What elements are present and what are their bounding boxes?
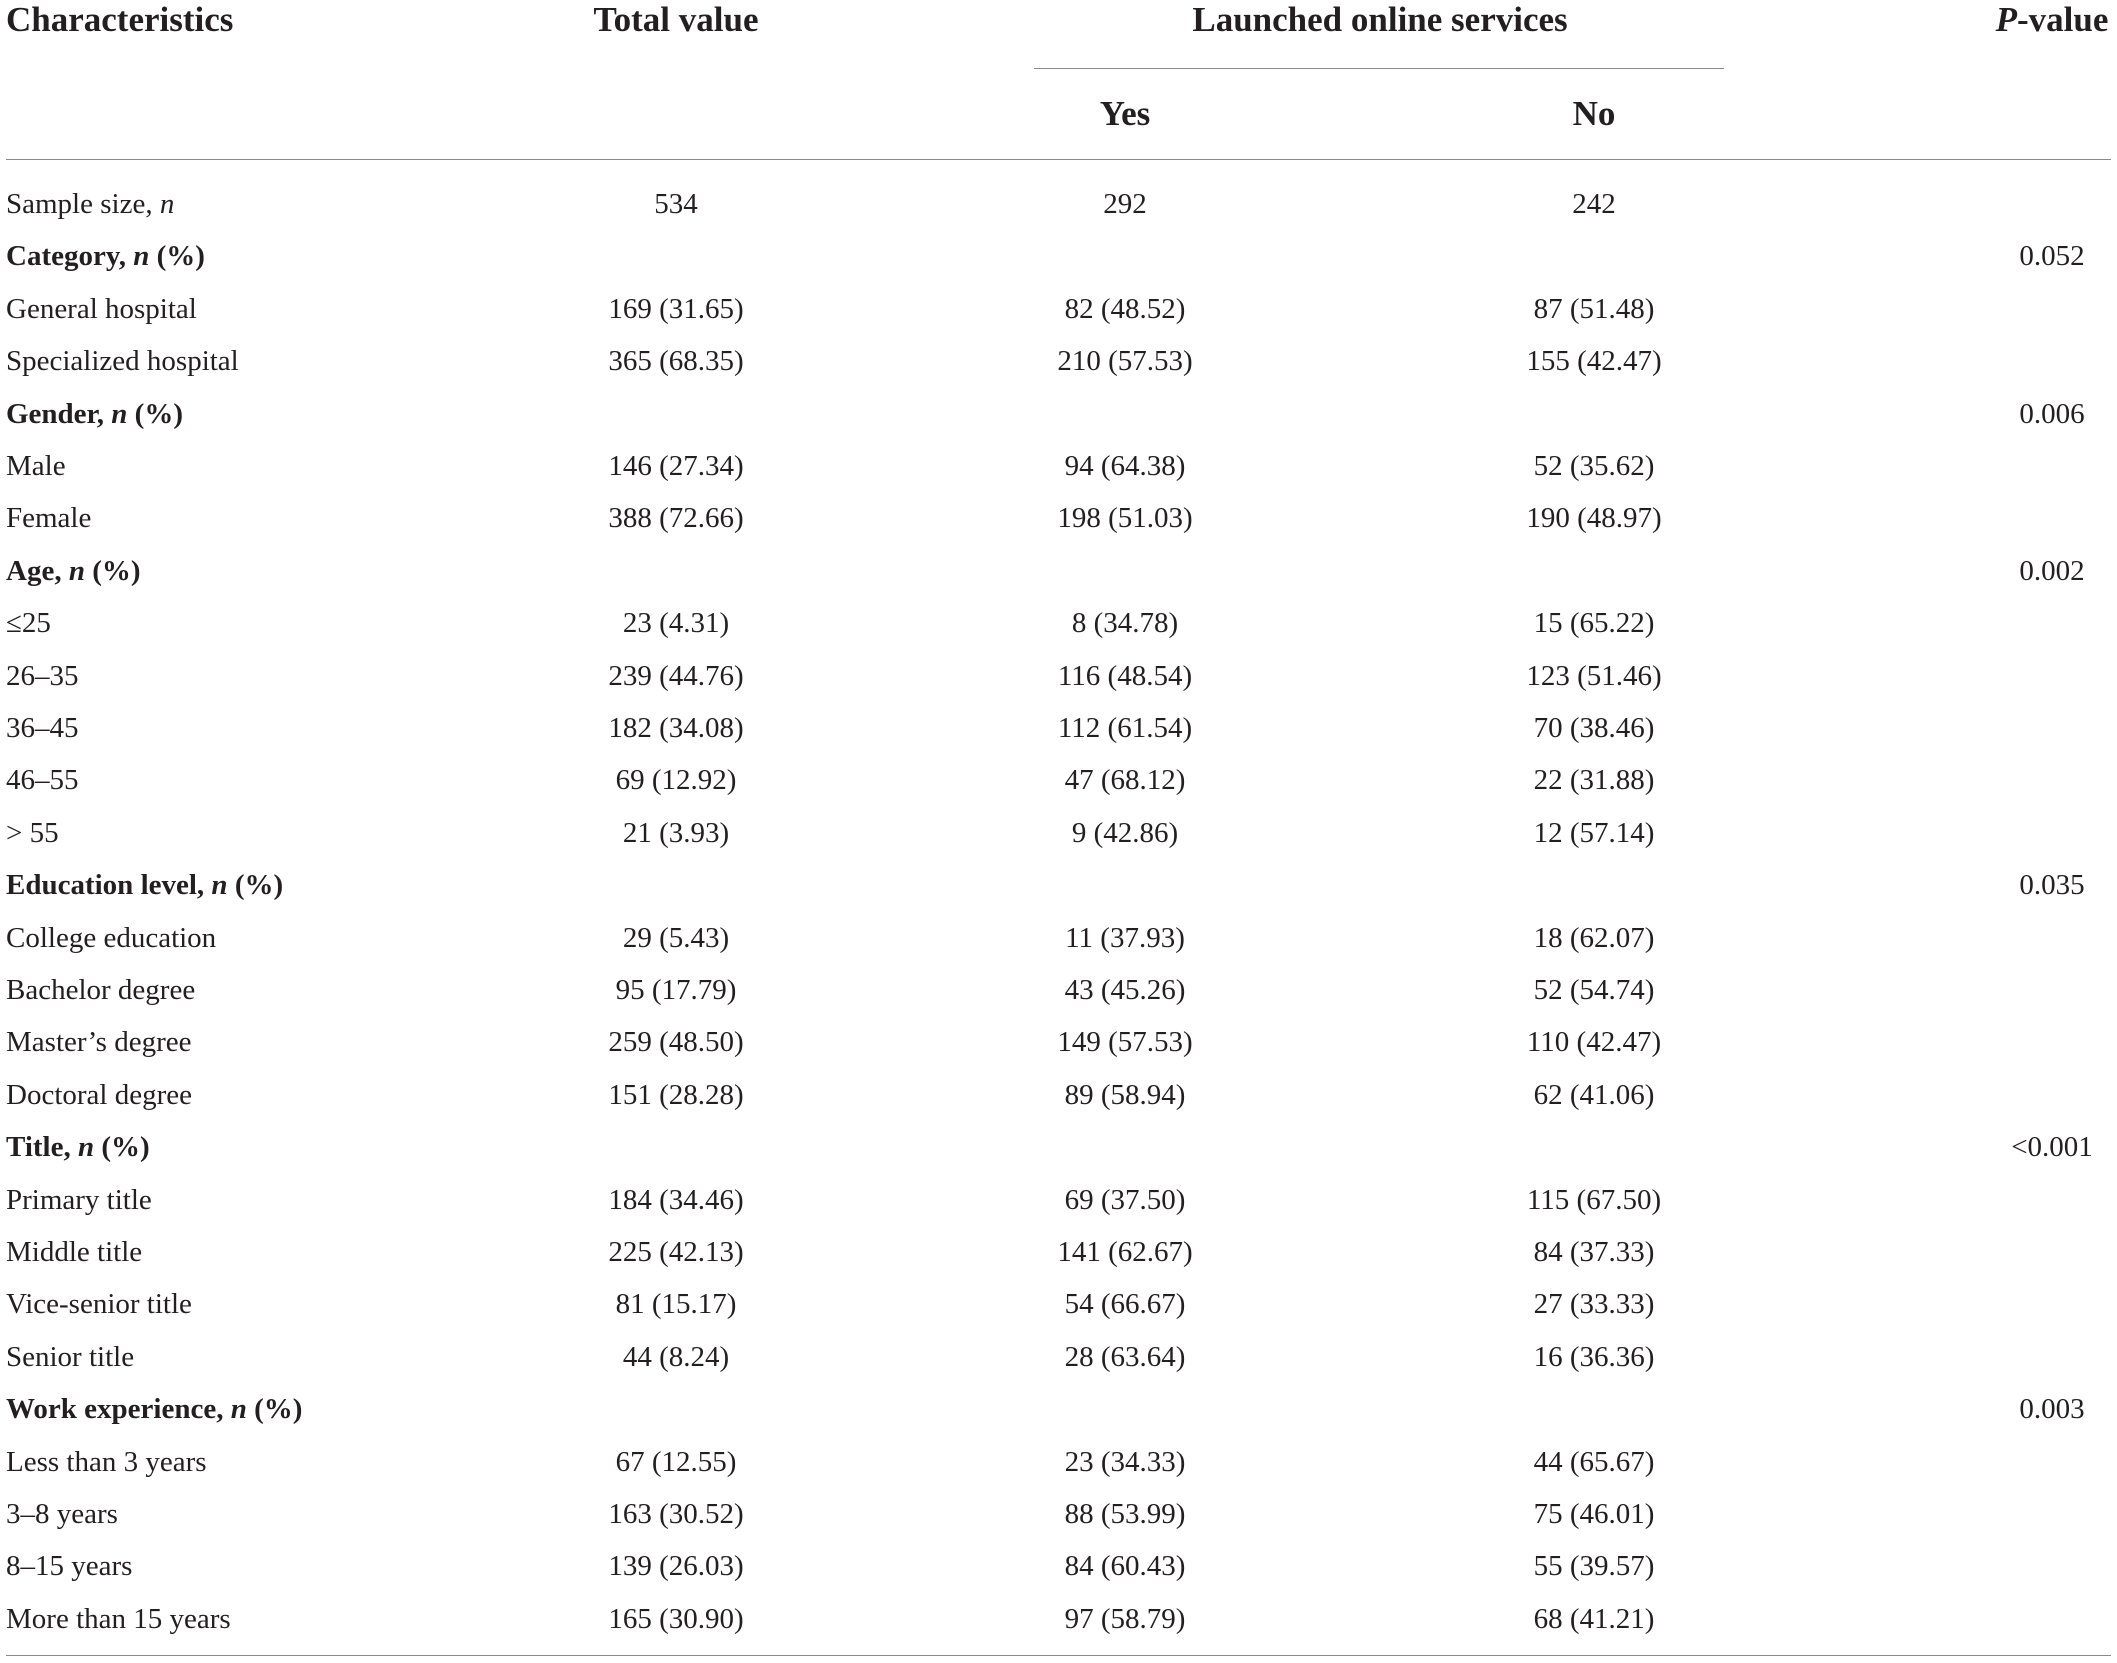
row-label <box>6 658 79 694</box>
row-label-text: 36–45 <box>6 712 79 744</box>
row-label <box>6 1182 152 1218</box>
row-label-text: Doctoral degree <box>6 1079 192 1111</box>
cell-total-value: 165 (30.90) <box>608 1603 744 1635</box>
row-label-variable: n <box>68 555 85 587</box>
row-label-text: Specialized hospital <box>6 345 239 377</box>
header-bottom-rule <box>6 159 2111 160</box>
row-label-variable: n <box>159 188 175 220</box>
cell-no: 44 (65.67) <box>1533 1446 1655 1478</box>
cell-total-value: 67 (12.55) <box>615 1446 737 1478</box>
row-label-text: Master’s degree <box>6 1026 192 1058</box>
row-label-unit: (%) <box>127 398 183 430</box>
cell-yes: 97 (58.79) <box>1064 1603 1186 1635</box>
cell-yes: 141 (62.67) <box>1057 1236 1193 1268</box>
row-label <box>6 920 216 956</box>
header-yes: Yes <box>1099 94 1151 133</box>
row-label <box>6 1548 132 1584</box>
section-label <box>6 1391 302 1427</box>
cell-no: 70 (38.46) <box>1533 712 1655 744</box>
cell-no: 16 (36.36) <box>1533 1341 1655 1373</box>
row-label-unit: (%) <box>149 240 205 272</box>
row-label-variable: n <box>211 869 228 901</box>
cell-total-value: 184 (34.46) <box>608 1184 744 1216</box>
cell-yes: 89 (58.94) <box>1064 1079 1186 1111</box>
row-label-text: 26–35 <box>6 660 79 692</box>
cell-p-value: <0.001 <box>2011 1131 2093 1163</box>
row-label-text: Title, <box>6 1131 78 1163</box>
cell-yes: 88 (53.99) <box>1064 1498 1186 1530</box>
row-label-text: 46–55 <box>6 764 79 796</box>
row-label-text: General hospital <box>6 293 197 325</box>
row-label <box>6 972 195 1008</box>
cell-total-value: 21 (3.93) <box>622 817 730 849</box>
cell-total-value: 388 (72.66) <box>608 502 744 534</box>
cell-total-value: 163 (30.52) <box>608 1498 744 1530</box>
cell-yes: 69 (37.50) <box>1064 1184 1186 1216</box>
cell-yes: 116 (48.54) <box>1057 660 1193 692</box>
cell-yes: 11 (37.93) <box>1065 922 1185 954</box>
row-label-text: Work experience, <box>6 1393 231 1425</box>
row-label-unit: (%) <box>227 869 284 901</box>
cell-total-value: 225 (42.13) <box>608 1236 744 1268</box>
cell-total-value: 534 <box>654 188 698 220</box>
cell-no: 190 (48.97) <box>1526 502 1662 534</box>
row-label-text: Vice-senior title <box>6 1288 192 1320</box>
row-label <box>6 1496 118 1532</box>
row-label-text: ≤25 <box>6 607 51 639</box>
cell-yes: 94 (64.38) <box>1064 450 1186 482</box>
cell-no: 15 (65.22) <box>1533 607 1655 639</box>
cell-p-value: 0.003 <box>2019 1393 2085 1425</box>
cell-yes: 112 (61.54) <box>1057 712 1193 744</box>
cell-total-value: 44 (8.24) <box>622 1341 730 1373</box>
header-p-value-italic: P <box>1995 0 2017 39</box>
row-label <box>6 605 51 641</box>
row-label-text: Middle title <box>6 1236 143 1268</box>
cell-no: 115 (67.50) <box>1526 1184 1662 1216</box>
row-label-text: Gender, <box>6 398 112 430</box>
row-label-text: 8–15 years <box>6 1550 133 1582</box>
row-label-variable: n <box>230 1393 247 1425</box>
cell-no: 84 (37.33) <box>1533 1236 1655 1268</box>
row-label <box>6 186 174 222</box>
row-label-text: 3–8 years <box>6 1498 118 1530</box>
cell-total-value: 169 (31.65) <box>608 293 744 325</box>
cell-total-value: 69 (12.92) <box>615 764 737 796</box>
row-label-text: Bachelor degree <box>6 974 196 1006</box>
cell-total-value: 81 (15.17) <box>615 1288 737 1320</box>
cell-total-value: 95 (17.79) <box>615 974 737 1006</box>
row-label <box>6 1077 192 1113</box>
cell-yes: 8 (34.78) <box>1071 607 1179 639</box>
cell-no: 52 (35.62) <box>1533 450 1655 482</box>
cell-no: 18 (62.07) <box>1533 922 1655 954</box>
cell-yes: 28 (63.64) <box>1064 1341 1186 1373</box>
row-label-text: Education level, <box>6 869 212 901</box>
row-label-text: College education <box>6 922 217 954</box>
row-label-unit: (%) <box>84 555 141 587</box>
row-label <box>6 815 59 851</box>
cell-p-value: 0.006 <box>2019 398 2085 430</box>
cell-total-value: 23 (4.31) <box>622 607 730 639</box>
cell-no: 12 (57.14) <box>1533 817 1655 849</box>
row-label <box>6 710 79 746</box>
row-label <box>6 1444 207 1480</box>
row-label-text: Female <box>6 502 92 534</box>
row-label-unit: (%) <box>94 1131 150 1163</box>
cell-no: 123 (51.46) <box>1526 660 1662 692</box>
cell-yes: 43 (45.26) <box>1064 974 1186 1006</box>
cell-p-value: 0.052 <box>2019 240 2085 272</box>
header-characteristics: Characteristics <box>6 0 234 39</box>
cell-yes: 9 (42.86) <box>1071 817 1179 849</box>
cell-no: 110 (42.47) <box>1526 1026 1662 1058</box>
cell-no: 52 (54.74) <box>1533 974 1655 1006</box>
cell-no: 22 (31.88) <box>1533 764 1655 796</box>
row-label <box>6 1024 191 1060</box>
cell-yes: 23 (34.33) <box>1064 1446 1186 1478</box>
row-label-text: Less than 3 years <box>6 1446 207 1478</box>
row-label-variable: n <box>111 398 128 430</box>
row-label-text: Category, <box>6 240 134 272</box>
cell-yes: 198 (51.03) <box>1057 502 1193 534</box>
row-label <box>6 343 239 379</box>
row-label-text: Male <box>6 450 66 482</box>
cell-no: 242 <box>1572 188 1616 220</box>
cell-no: 62 (41.06) <box>1533 1079 1655 1111</box>
section-label <box>6 1129 150 1165</box>
cell-yes: 54 (66.67) <box>1064 1288 1186 1320</box>
header-p-value <box>1996 0 2109 40</box>
row-label <box>6 500 91 536</box>
row-label-variable: n <box>77 1131 95 1163</box>
cell-no: 155 (42.47) <box>1526 345 1662 377</box>
row-label-text: Sample size, <box>6 188 160 220</box>
cell-total-value: 151 (28.28) <box>608 1079 744 1111</box>
cell-yes: 84 (60.43) <box>1064 1550 1186 1582</box>
header-group-rule <box>1034 68 1724 69</box>
section-label <box>6 396 183 432</box>
cell-yes: 149 (57.53) <box>1057 1026 1193 1058</box>
row-label-variable: n <box>133 240 150 272</box>
section-label <box>6 553 141 589</box>
row-label <box>6 448 66 484</box>
cell-total-value: 146 (27.34) <box>608 450 744 482</box>
header-total-value: Total value <box>593 0 759 39</box>
row-label <box>6 1339 134 1375</box>
row-label-unit: (%) <box>246 1393 303 1425</box>
cell-total-value: 182 (34.08) <box>608 712 744 744</box>
cell-no: 55 (39.57) <box>1533 1550 1655 1582</box>
cell-no: 87 (51.48) <box>1533 293 1655 325</box>
row-label-text: Primary title <box>6 1184 152 1216</box>
row-label-text: > 55 <box>6 817 59 849</box>
row-label-text: Senior title <box>6 1341 135 1373</box>
header-p-value-rest: -value <box>2017 0 2109 39</box>
cell-yes: 47 (68.12) <box>1064 764 1186 796</box>
row-label <box>6 762 79 798</box>
row-label <box>6 1234 142 1270</box>
cell-yes: 292 <box>1103 188 1147 220</box>
section-label <box>6 238 205 274</box>
cell-total-value: 29 (5.43) <box>622 922 730 954</box>
cell-no: 75 (46.01) <box>1533 1498 1655 1530</box>
cell-p-value: 0.035 <box>2019 869 2085 901</box>
row-label-text: More than 15 years <box>6 1603 231 1635</box>
row-label <box>6 1286 192 1322</box>
cell-yes: 210 (57.53) <box>1057 345 1193 377</box>
table-bottom-rule <box>6 1655 2111 1656</box>
row-label <box>6 1601 231 1637</box>
header-launched-online-services: Launched online services <box>1192 0 1568 39</box>
cell-total-value: 139 (26.03) <box>608 1550 744 1582</box>
row-label-text: Age, <box>6 555 69 587</box>
section-label <box>6 867 283 903</box>
cell-no: 27 (33.33) <box>1533 1288 1655 1320</box>
cell-yes: 82 (48.52) <box>1064 293 1186 325</box>
cell-total-value: 259 (48.50) <box>608 1026 744 1058</box>
cell-total-value: 365 (68.35) <box>608 345 744 377</box>
row-label <box>6 291 197 327</box>
cell-p-value: 0.002 <box>2019 555 2085 587</box>
header-no: No <box>1572 94 1616 133</box>
cell-no: 68 (41.21) <box>1533 1603 1655 1635</box>
cell-total-value: 239 (44.76) <box>608 660 744 692</box>
